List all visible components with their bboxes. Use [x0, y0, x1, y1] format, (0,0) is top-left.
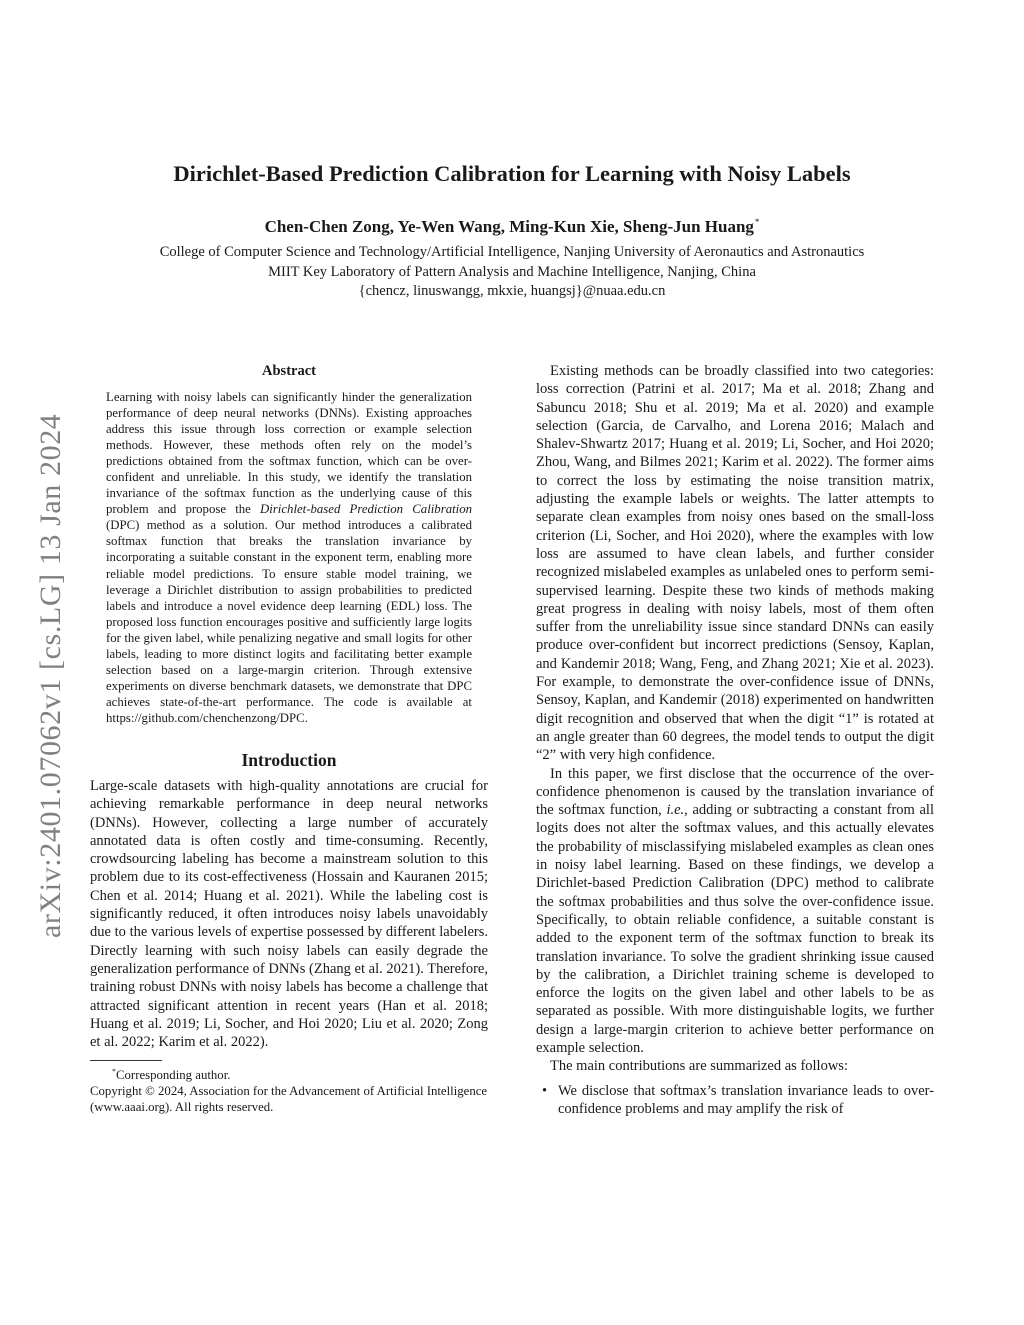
contributions-intro: The main contributions are summarized as follows: — [550, 1058, 848, 1075]
abstract-text — [106, 389, 472, 726]
abstract-text-part-1: Learning with noisy labels can significantly hinder the generalization performance of deep neural networks (DNNs). Existing approaches address this issue through loss correction or example selection methods. However, these methods often rely on the model’s predictions obtained from the softmax function, which can be over-confident and unreliable. In this study, we identify the translation invariance of the softmax function as the underlying cause of this problem and propose the — [106, 390, 472, 517]
footnote-text: Corresponding author. — [116, 1068, 231, 1083]
abstract-heading: Abstract — [262, 363, 316, 379]
affiliation-block — [0, 243, 1024, 302]
footnote-mark: * — [112, 1067, 116, 1077]
corresponding-author-mark: * — [754, 217, 760, 227]
copyright-notice: Copyright © 2024, Association for the Advancement of Artificial Intelligence (www.aaai.org). All rights reserved. — [90, 1084, 488, 1115]
paper-title: Dirichlet-Based Prediction Calibration for Learning with Noisy Labels — [173, 161, 851, 186]
contribution-text: We disclose that softmax’s translation invariance leads to over-confidence problems and may amplify the risk of — [558, 1082, 934, 1117]
author-names: Chen-Chen Zong, Ye-Wen Wang, Ming-Kun Xie, Sheng-Jun Huang — [264, 217, 754, 236]
introduction-paragraph-1: Large-scale datasets with high-quality annotations are crucial for achieving remarkable performance in deep neural networks (DNNs). However, collecting a large number of accurately annotated data is often costly and time-consuming. Recently, crowdsourcing labeling has become a mainstream solution to this problem due to its cost-effectiveness (Hossain and Kauranen 2015; Chen et al. 2014; Huang et al. 2021). While the labeling cost is significantly reduced, it often introduces noisy labels unavoidably due to the various levels of expertise possessed by different labelers. Directly learning with such noisy labels can easily degrade the generalization performance of DNNs (Zhang et al. 2021). Therefore, training robust DNNs with noisy labels has become a challenge that attracted significant attention in recent years (Han et al. 2018; Huang et al. 2019; Li, Socher, and Hoi 2020; Liu et al. 2020; Zong et al. 2022; Karim et al. 2022). — [90, 777, 488, 1051]
arxiv-identifier: arXiv:2401.07062v1 [cs.LG] 13 Jan 2024 — [34, 413, 67, 938]
left-column — [90, 362, 488, 1115]
method-name-italic: Dirichlet-based Prediction Calibration — [260, 502, 472, 517]
affiliation-college: College of Computer Science and Technology/Artificial Intelligence, Nanjing University of Aeronautics and Astronautics — [159, 244, 865, 260]
right-paragraph-2-part-2: , adding or subtracting a constant from all logits does not alter the softmax values, and this actually elevates the probability of misclassifying mislabeled examples as clean ones in noisy label learning. Based on these findings, we develop a Dirichlet-based Prediction Calibration (DPC) method to calibrate the softmax probabilities and thus solve the over-confidence issue. Specifically, to obtain reliable confidence, a suitable constant is added to the exponent term of the softmax function to break its translation invariance. To solve the gradient shrinking issue caused by the calibration, a Dirichlet training scheme is developed to enforce the logits on the given label and other labels to be as separated as possible. With more distinguishable logits, we further design a large-margin criterion to achieve better performance on example selection. — [536, 802, 934, 1056]
introduction-heading: Introduction — [241, 749, 337, 770]
author-list — [0, 211, 1024, 238]
bullet-symbol: • — [542, 1082, 548, 1099]
right-column — [536, 362, 934, 1118]
corresponding-author-footnote — [90, 1064, 488, 1083]
author-emails: {chencz, linuswangg, mkxie, huangsj}@nuaa.edu.cn — [358, 283, 666, 299]
contributions-list — [536, 1082, 934, 1119]
footnote-divider — [90, 1060, 162, 1061]
affiliation-lab: MIIT Key Laboratory of Pattern Analysis and Machine Intelligence, Nanjing, China — [268, 263, 756, 280]
ie-italic: i.e. — [666, 802, 685, 819]
right-paragraph-2 — [536, 765, 934, 1058]
arxiv-side-stamp — [26, 360, 70, 940]
right-paragraph-1: Existing methods can be broadly classified into two categories: loss correction (Patrini et al. 2017; Ma et al. 2018; Zhang and Sabuncu 2018; Shu et al. 2019; Ma et al. 2020) and example selection (Garcia, de Carvalho, and Lorena 2016; Malach and Shalev-Shwartz 2017; Huang et al. 2019; Li, Socher, and Hoi 2020; Zhou, Wang, and Bilmes 2021; Karim et al. 2022). The former aims to correct the loss by estimating the noise transition matrix, adjusting the example labels or weights. The latter attempts to separate clean examples from noisy ones based on the small-loss criterion (Li, Socher, and Hoi 2020), where the examples with low loss are assumed to have clean labels, and further consider recognized mislabeled examples as unlabeled ones to perform semi-supervised learning. Despite these two kinds of methods making great progress in dealing with noisy labels, most of them often suffer from the unreliability issue since standard DNNs can easily produce over-confident but incorrect predictions (Sensoy, Kaplan, and Kandemir 2018; Wang, Feng, and Zhang 2021; Xie et al. 2023). For example, to demonstrate the over-confidence issue of DNNs, Sensoy, Kaplan, and Kandemir (2018) experimented on handwritten digit recognition and observed that when the digit “1” is rotated at an angle greater than 60 degrees, the model tends to output the digit “2” with very high confidence. — [536, 363, 934, 764]
abstract-text-part-2: (DPC) method as a solution. Our method introduces a calibrated softmax function that breaks the translation invariance by incorporating a suitable constant in the exponent term, enabling more reliable model predictions. To ensure stable model training, we leverage a Dirichlet distribution to assign probabilities to predicted labels and introduce a novel evidence deep learning (EDL) loss. The proposed loss function encourages positive and sufficiently large logits for the given label, while penalizing negative and small logits for other labels, leading to more distinct logits and facilitating better example selection based on a large-margin criterion. Through extensive experiments on diverse benchmark datasets, we demonstrate that DPC achieves state-of-the-art performance. The code is available at https://github.com/chenchenzong/DPC. — [106, 518, 472, 725]
right-paragraph-2-part-1: In this paper, we first disclose that the occurrence of the over-confidence phenomenon is caused by the translation invariance of the softmax function, — [536, 765, 934, 819]
contribution-item — [536, 1082, 934, 1119]
